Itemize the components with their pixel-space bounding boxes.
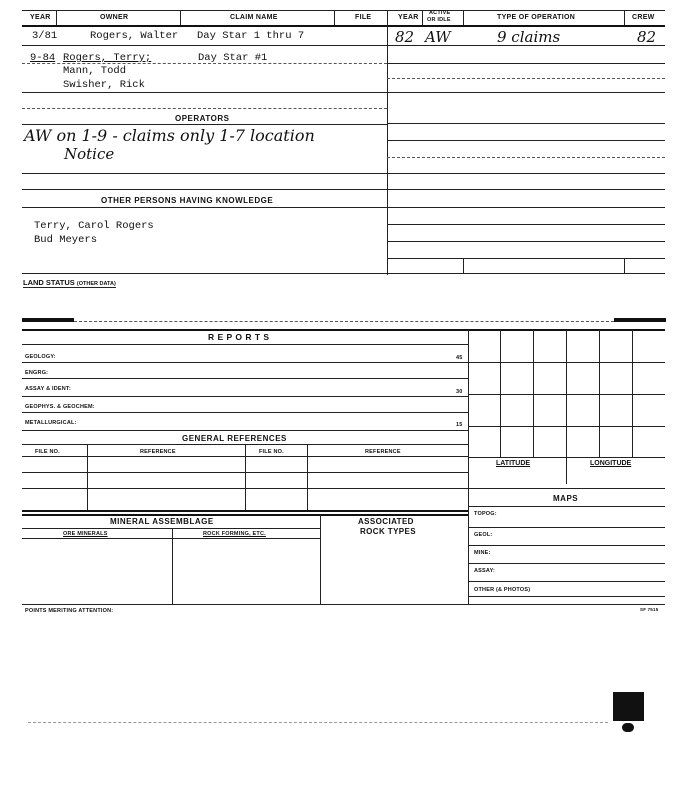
maps-rule <box>468 506 665 507</box>
grid-line <box>468 394 665 395</box>
col-sep <box>422 10 423 25</box>
active-header: ACTIVE <box>429 10 451 16</box>
grid-line <box>566 329 567 484</box>
assay-label: ASSAY & IDENT: <box>25 386 71 392</box>
maps-rule <box>468 563 665 564</box>
other-persons-bottom-rule <box>22 273 665 274</box>
separator-mark-left <box>22 318 74 322</box>
assay-num: 30 <box>456 389 463 395</box>
operators-rule <box>22 173 665 174</box>
mineral-title: MINERAL ASSEMBLAGE <box>110 517 214 526</box>
row2-claim: Day Star #1 <box>198 52 268 64</box>
operators-top-rule <box>22 108 387 109</box>
row-rule <box>387 78 665 79</box>
maps-rule <box>468 596 665 597</box>
maps-title: MAPS <box>553 494 579 503</box>
row1-year: 3/81 <box>32 30 58 42</box>
maps-rule <box>468 488 665 489</box>
form-bottom-rule <box>22 604 665 605</box>
maps-mine: MINE: <box>474 550 491 556</box>
reports-rule <box>22 344 468 345</box>
activity-status: AW <box>425 28 451 46</box>
col-sep <box>180 10 181 25</box>
owner-header: OWNER <box>100 14 129 21</box>
other-person-1: Terry, Carol Rogers <box>34 220 154 232</box>
geophys-label: GEOPHYS. & GEOCHEM: <box>25 404 95 410</box>
activity-operation: 9 claims <box>497 28 561 46</box>
form-number: SF 7515 <box>640 607 659 612</box>
idle-header: OR IDLE <box>427 17 451 23</box>
col-sep <box>334 10 335 25</box>
rock-forming-label: ROCK FORMING, ETC. <box>203 531 266 537</box>
claim-name-header: CLAIM NAME <box>230 14 278 21</box>
header-bottom-rule <box>22 25 665 27</box>
file-header: FILE <box>355 14 372 21</box>
year-header: YEAR <box>30 14 51 21</box>
metallurgical-label: METALLURGICAL: <box>25 420 77 426</box>
gen-ref-col-sep <box>307 444 308 510</box>
operators-note-1: AW on 1-9 - claims only 1-7 location <box>24 126 315 145</box>
black-blot <box>613 692 644 721</box>
mineral-col-sep <box>172 528 173 604</box>
grid-line <box>468 426 665 427</box>
reports-rule <box>22 412 468 413</box>
grid-line <box>632 329 633 457</box>
col-sep <box>463 258 464 273</box>
geology-num: 45 <box>456 355 463 361</box>
row1-claim: Day Star 1 thru 7 <box>197 30 305 42</box>
reports-rule <box>22 378 468 379</box>
activity-crew: 82 <box>637 28 657 46</box>
operators-rule <box>22 189 665 190</box>
gen-ref-bottom-rule <box>22 510 468 512</box>
grid-line <box>533 329 534 457</box>
maps-rule <box>468 527 665 528</box>
gen-ref-col-sep <box>245 444 246 510</box>
row4-owner: Swisher, Rick <box>63 79 145 91</box>
row-rule <box>387 123 665 124</box>
geology-label: GEOLOGY: <box>25 354 56 360</box>
reports-rule <box>22 396 468 397</box>
black-blot <box>622 723 634 732</box>
other-person-2: Bud Meyers <box>34 234 98 246</box>
mineral-col-sep <box>320 514 321 604</box>
faint-rule <box>28 722 608 723</box>
separator-mark-right <box>614 318 666 322</box>
right-block-border <box>387 10 388 275</box>
year2-header: YEAR <box>398 14 419 21</box>
maps-assay: ASSAY: <box>474 568 496 574</box>
row1-owner: Rogers, Walter <box>90 30 179 42</box>
mineral-top-rule <box>22 514 468 516</box>
general-references-title: GENERAL REFERENCES <box>182 434 287 443</box>
row-rule <box>22 45 665 46</box>
reports-rule <box>22 430 468 431</box>
maps-topog: TOPOG: <box>474 511 497 517</box>
row-rule <box>387 157 665 158</box>
maps-geol: GEOL: <box>474 532 493 538</box>
header-top-rule <box>22 10 665 11</box>
mineral-rule <box>22 538 320 539</box>
col-sep <box>624 10 625 25</box>
operators-rule <box>22 124 387 125</box>
row2-owner: Rogers, Terry; <box>63 52 152 64</box>
reports-top-rule <box>22 329 665 331</box>
engrg-label: ENGRG: <box>25 370 49 376</box>
gen-ref-col-1: FILE NO. <box>35 449 60 455</box>
row-rule <box>387 224 665 225</box>
ore-minerals-label: ORE MINERALS <box>63 531 108 537</box>
maps-rule <box>468 581 665 582</box>
row-rule <box>22 92 665 93</box>
col-sep <box>624 258 625 273</box>
other-persons-rule <box>22 207 665 208</box>
other-persons-title: OTHER PERSONS HAVING KNOWLEDGE <box>101 196 274 205</box>
gen-ref-col-sep <box>87 444 88 510</box>
mineral-rule <box>22 528 320 529</box>
grid-line <box>468 362 665 363</box>
land-status-label: LAND STATUS (OTHER DATA) <box>23 278 116 287</box>
associated-label-2: ROCK TYPES <box>360 527 417 536</box>
associated-label-1: ASSOCIATED <box>358 517 414 526</box>
row-rule <box>387 63 665 64</box>
points-label: POINTS MERITING ATTENTION: <box>25 608 114 614</box>
grid-line <box>599 329 600 457</box>
gen-ref-rule <box>22 488 468 489</box>
operators-note-2: Notice <box>64 145 115 163</box>
longitude-label: LONGITUDE <box>590 460 632 467</box>
operators-title: OPERATORS <box>175 114 230 123</box>
row-rule <box>387 241 665 242</box>
row-rule <box>387 140 665 141</box>
row2-year: 9-84 <box>30 52 56 64</box>
type-of-operation-header: TYPE OF OPERATION <box>497 14 576 21</box>
col-sep <box>56 10 57 25</box>
maps-rule <box>468 545 665 546</box>
crew-header: CREW <box>632 14 655 21</box>
row-rule <box>22 63 387 64</box>
separator-dashed <box>74 321 614 322</box>
reports-rule <box>22 362 468 363</box>
maps-other: OTHER (& PHOTOS) <box>474 587 531 593</box>
activity-year: 82 <box>395 28 415 46</box>
reports-title: R E P O R T S <box>208 332 270 342</box>
gen-ref-col-3: FILE NO. <box>259 449 284 455</box>
grid-line <box>468 457 665 458</box>
grid-line <box>500 329 501 457</box>
gen-ref-col-2: REFERENCE <box>140 449 176 455</box>
col-sep <box>463 10 464 25</box>
gen-ref-col-4: REFERENCE <box>365 449 401 455</box>
gen-ref-rule <box>22 472 468 473</box>
metallurgical-num: 15 <box>456 422 463 428</box>
row3-owner: Mann, Todd <box>63 65 127 77</box>
latitude-label: LATITUDE <box>496 460 531 467</box>
